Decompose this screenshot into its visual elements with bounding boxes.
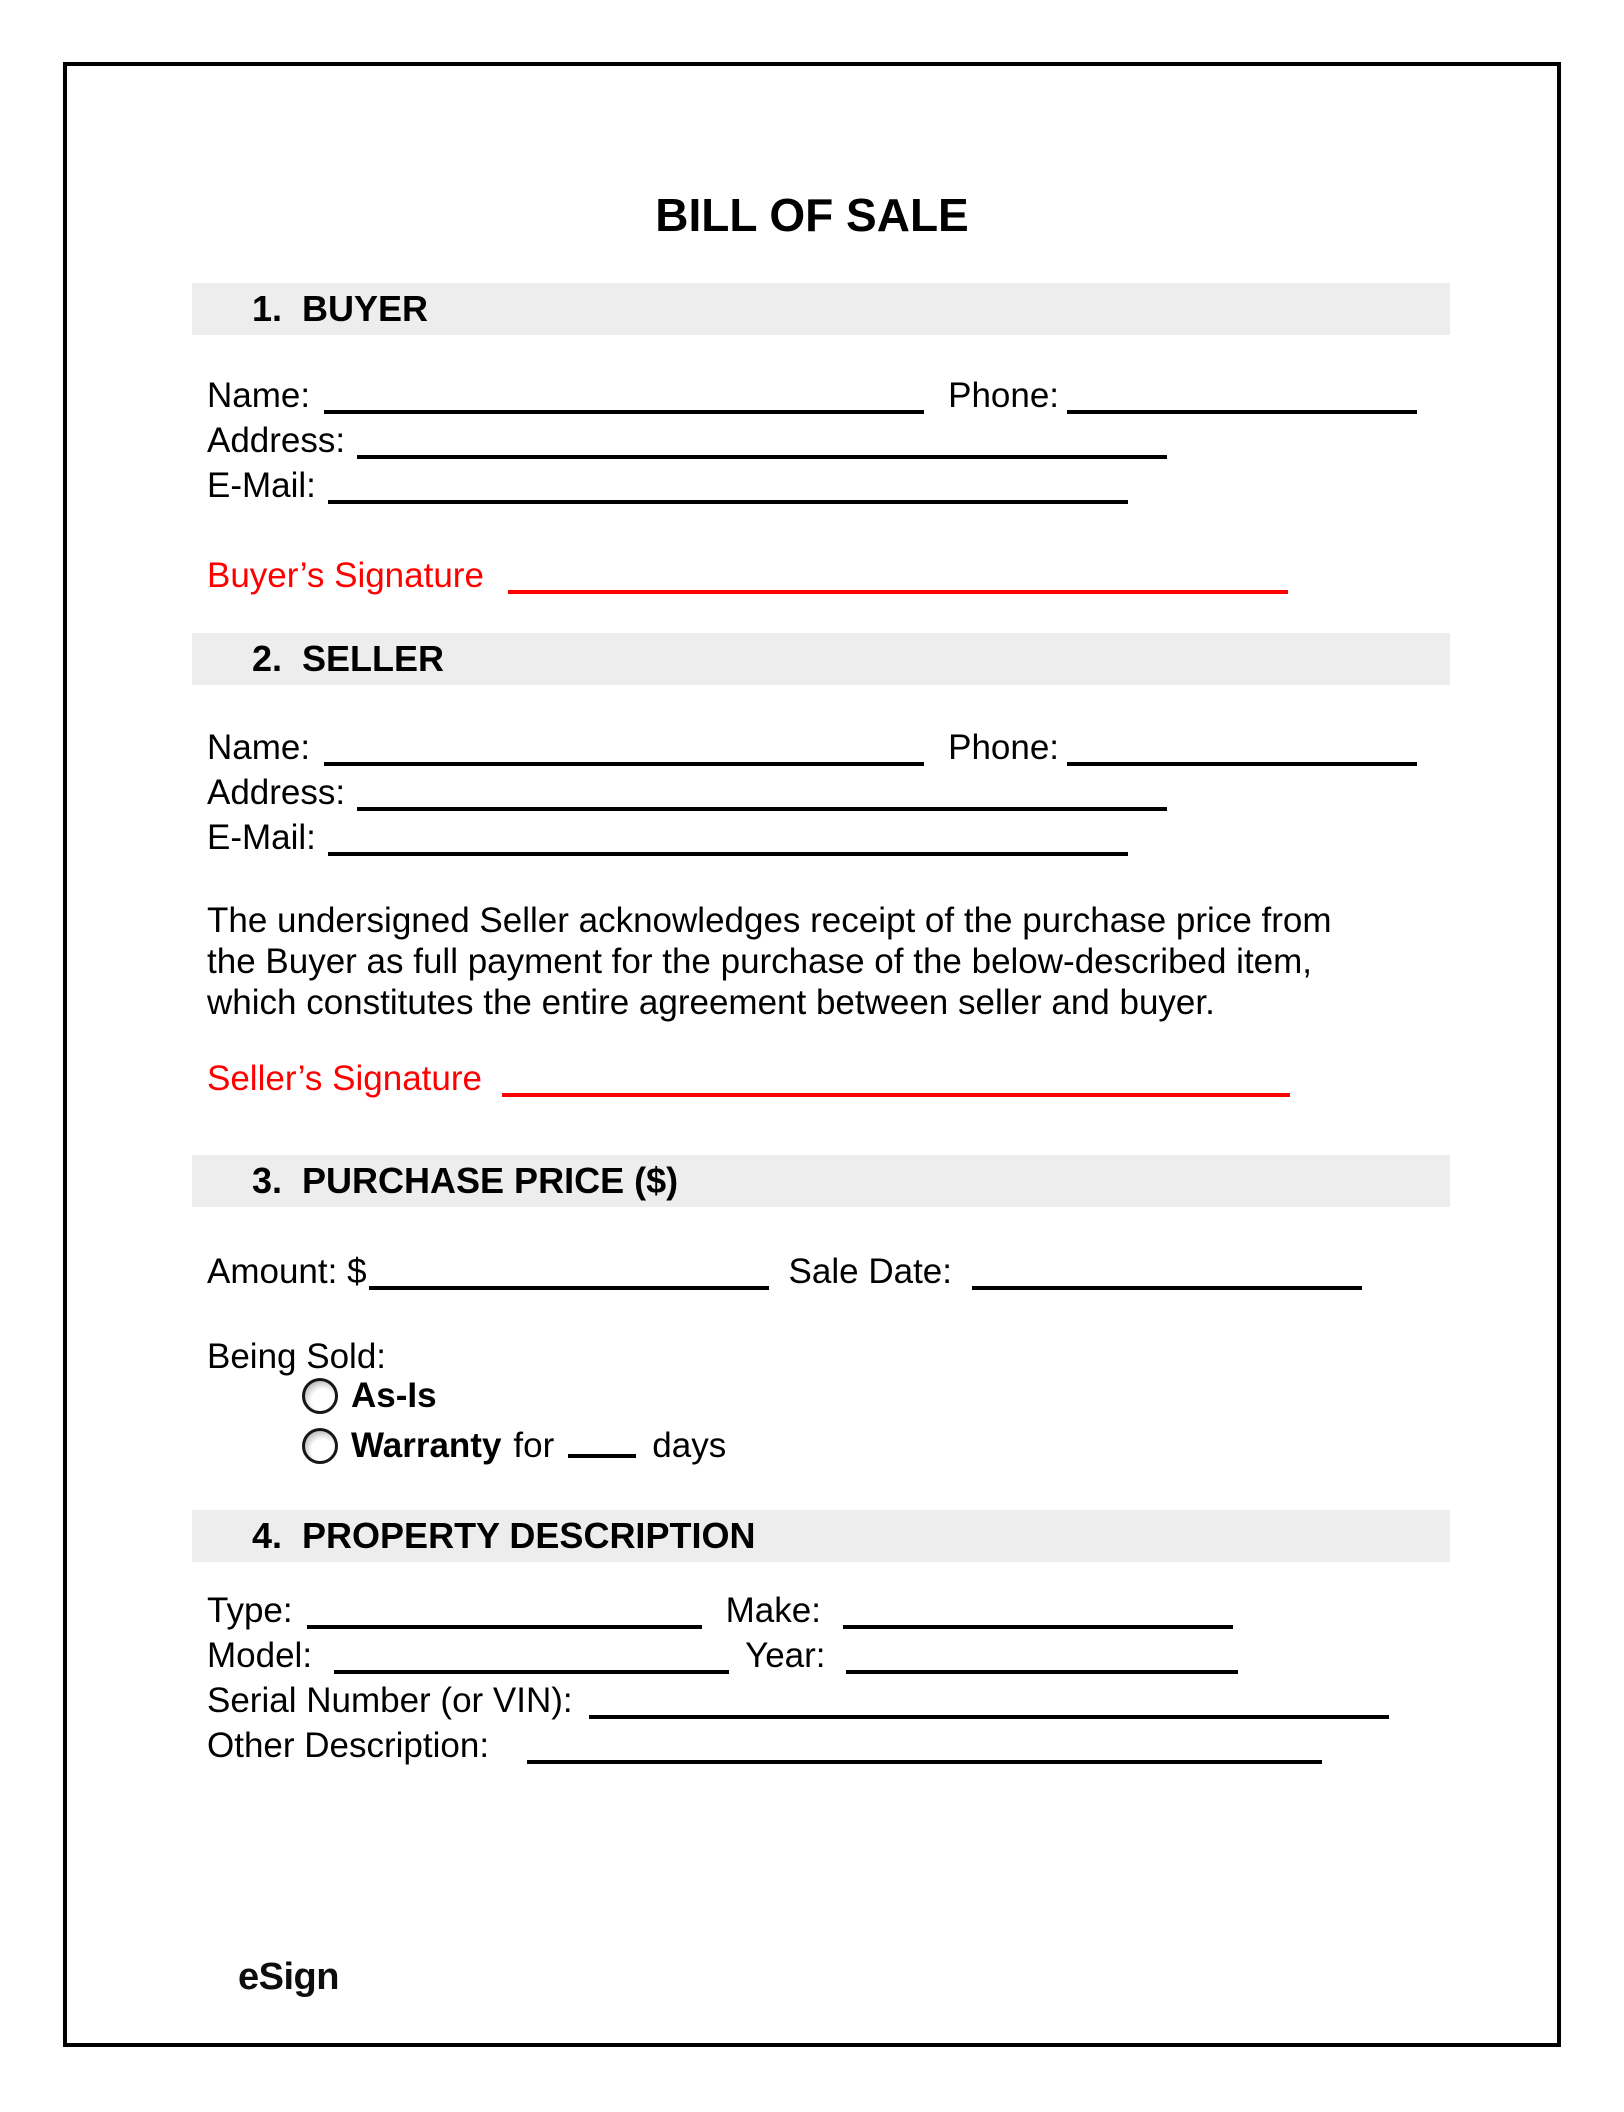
model-year-row: [207, 1634, 1238, 1678]
warranty-option-row: [302, 1424, 726, 1468]
buyer-phone-label: Phone:: [948, 376, 1060, 415]
seller-name-label: Name:: [207, 728, 311, 767]
section-number-seller: 2.: [252, 638, 283, 679]
serial-row: [207, 1679, 1389, 1723]
seller-signature-input[interactable]: [502, 1093, 1290, 1097]
as-is-radio[interactable]: [302, 1378, 338, 1414]
seller-signature-row: [207, 1057, 1290, 1101]
make-label: Make:: [725, 1591, 821, 1630]
being-sold-label: Being Sold:: [207, 1337, 387, 1376]
buyer-name-input[interactable]: [324, 410, 924, 414]
amount-label: Amount: $: [207, 1252, 367, 1291]
esign-logo: eSign: [238, 1956, 339, 1998]
section-title-property: PROPERTY DESCRIPTION: [302, 1515, 756, 1556]
section-header-property: [192, 1510, 1450, 1562]
buyer-signature-input[interactable]: [508, 590, 1288, 594]
serial-vin-input[interactable]: [589, 1715, 1389, 1719]
other-description-input[interactable]: [527, 1760, 1322, 1764]
being-sold-row: [207, 1335, 386, 1379]
warranty-radio[interactable]: [302, 1428, 338, 1464]
section-title-purchase-price: PURCHASE PRICE ($): [302, 1160, 679, 1201]
warranty-label: Warranty: [351, 1426, 502, 1465]
buyer-email-input[interactable]: [328, 500, 1128, 504]
as-is-label: As-Is: [351, 1376, 437, 1415]
seller-email-label: E-Mail:: [207, 818, 316, 857]
other-description-label: Other Description:: [207, 1726, 490, 1765]
seller-email-row: [207, 816, 1128, 860]
type-label: Type:: [207, 1591, 293, 1630]
seller-email-input[interactable]: [328, 852, 1128, 856]
sale-date-label: Sale Date:: [788, 1252, 952, 1291]
seller-name-row: [207, 726, 1417, 770]
seller-signature-label: Seller’s Signature: [207, 1059, 482, 1098]
amount-row: [207, 1250, 1362, 1294]
buyer-signature-row: [207, 554, 1288, 598]
section-number-buyer: 1.: [252, 288, 283, 329]
warranty-connector-text: for: [513, 1426, 555, 1465]
section-header-purchase-price: [192, 1155, 1450, 1207]
buyer-name-label: Name:: [207, 376, 311, 415]
seller-phone-input[interactable]: [1067, 762, 1417, 766]
model-input[interactable]: [334, 1670, 729, 1674]
page-title: BILL OF SALE: [655, 189, 969, 241]
buyer-address-input[interactable]: [357, 455, 1167, 459]
bill-of-sale-document: [63, 62, 1561, 2047]
buyer-address-label: Address:: [207, 421, 346, 460]
year-label: Year:: [745, 1636, 826, 1675]
seller-address-row: [207, 771, 1167, 815]
make-input[interactable]: [843, 1625, 1233, 1629]
seller-address-input[interactable]: [357, 807, 1167, 811]
other-description-row: [207, 1724, 1322, 1768]
section-number-property: 4.: [252, 1515, 283, 1556]
section-title-buyer: BUYER: [302, 288, 429, 329]
type-make-row: [207, 1589, 1233, 1633]
amount-input[interactable]: [369, 1286, 769, 1290]
section-header-seller: [192, 633, 1450, 685]
section-header-buyer: [192, 283, 1450, 335]
model-label: Model:: [207, 1636, 313, 1675]
sale-date-input[interactable]: [972, 1286, 1362, 1290]
seller-address-label: Address:: [207, 773, 346, 812]
buyer-phone-input[interactable]: [1067, 410, 1417, 414]
buyer-address-row: [207, 419, 1167, 463]
buyer-email-row: [207, 464, 1128, 508]
section-title-seller: SELLER: [302, 638, 445, 679]
seller-acknowledgement-text: The undersigned Seller acknowledges receipt of the purchase price from the Buyer as full payment for the purchase of the below-described item, which constitutes the entire agreement between seller and buyer.: [207, 901, 1332, 1022]
buyer-signature-label: Buyer’s Signature: [207, 556, 484, 595]
as-is-option-row: [302, 1374, 437, 1418]
warranty-days-input[interactable]: [568, 1454, 636, 1458]
serial-vin-label: Serial Number (or VIN):: [207, 1681, 573, 1720]
buyer-email-label: E-Mail:: [207, 466, 316, 505]
year-input[interactable]: [846, 1670, 1238, 1674]
buyer-name-row: [207, 374, 1417, 418]
section-number-purchase-price: 3.: [252, 1160, 283, 1201]
type-input[interactable]: [307, 1625, 702, 1629]
seller-name-input[interactable]: [324, 762, 924, 766]
warranty-unit-text: days: [652, 1426, 727, 1465]
seller-phone-label: Phone:: [948, 728, 1060, 767]
